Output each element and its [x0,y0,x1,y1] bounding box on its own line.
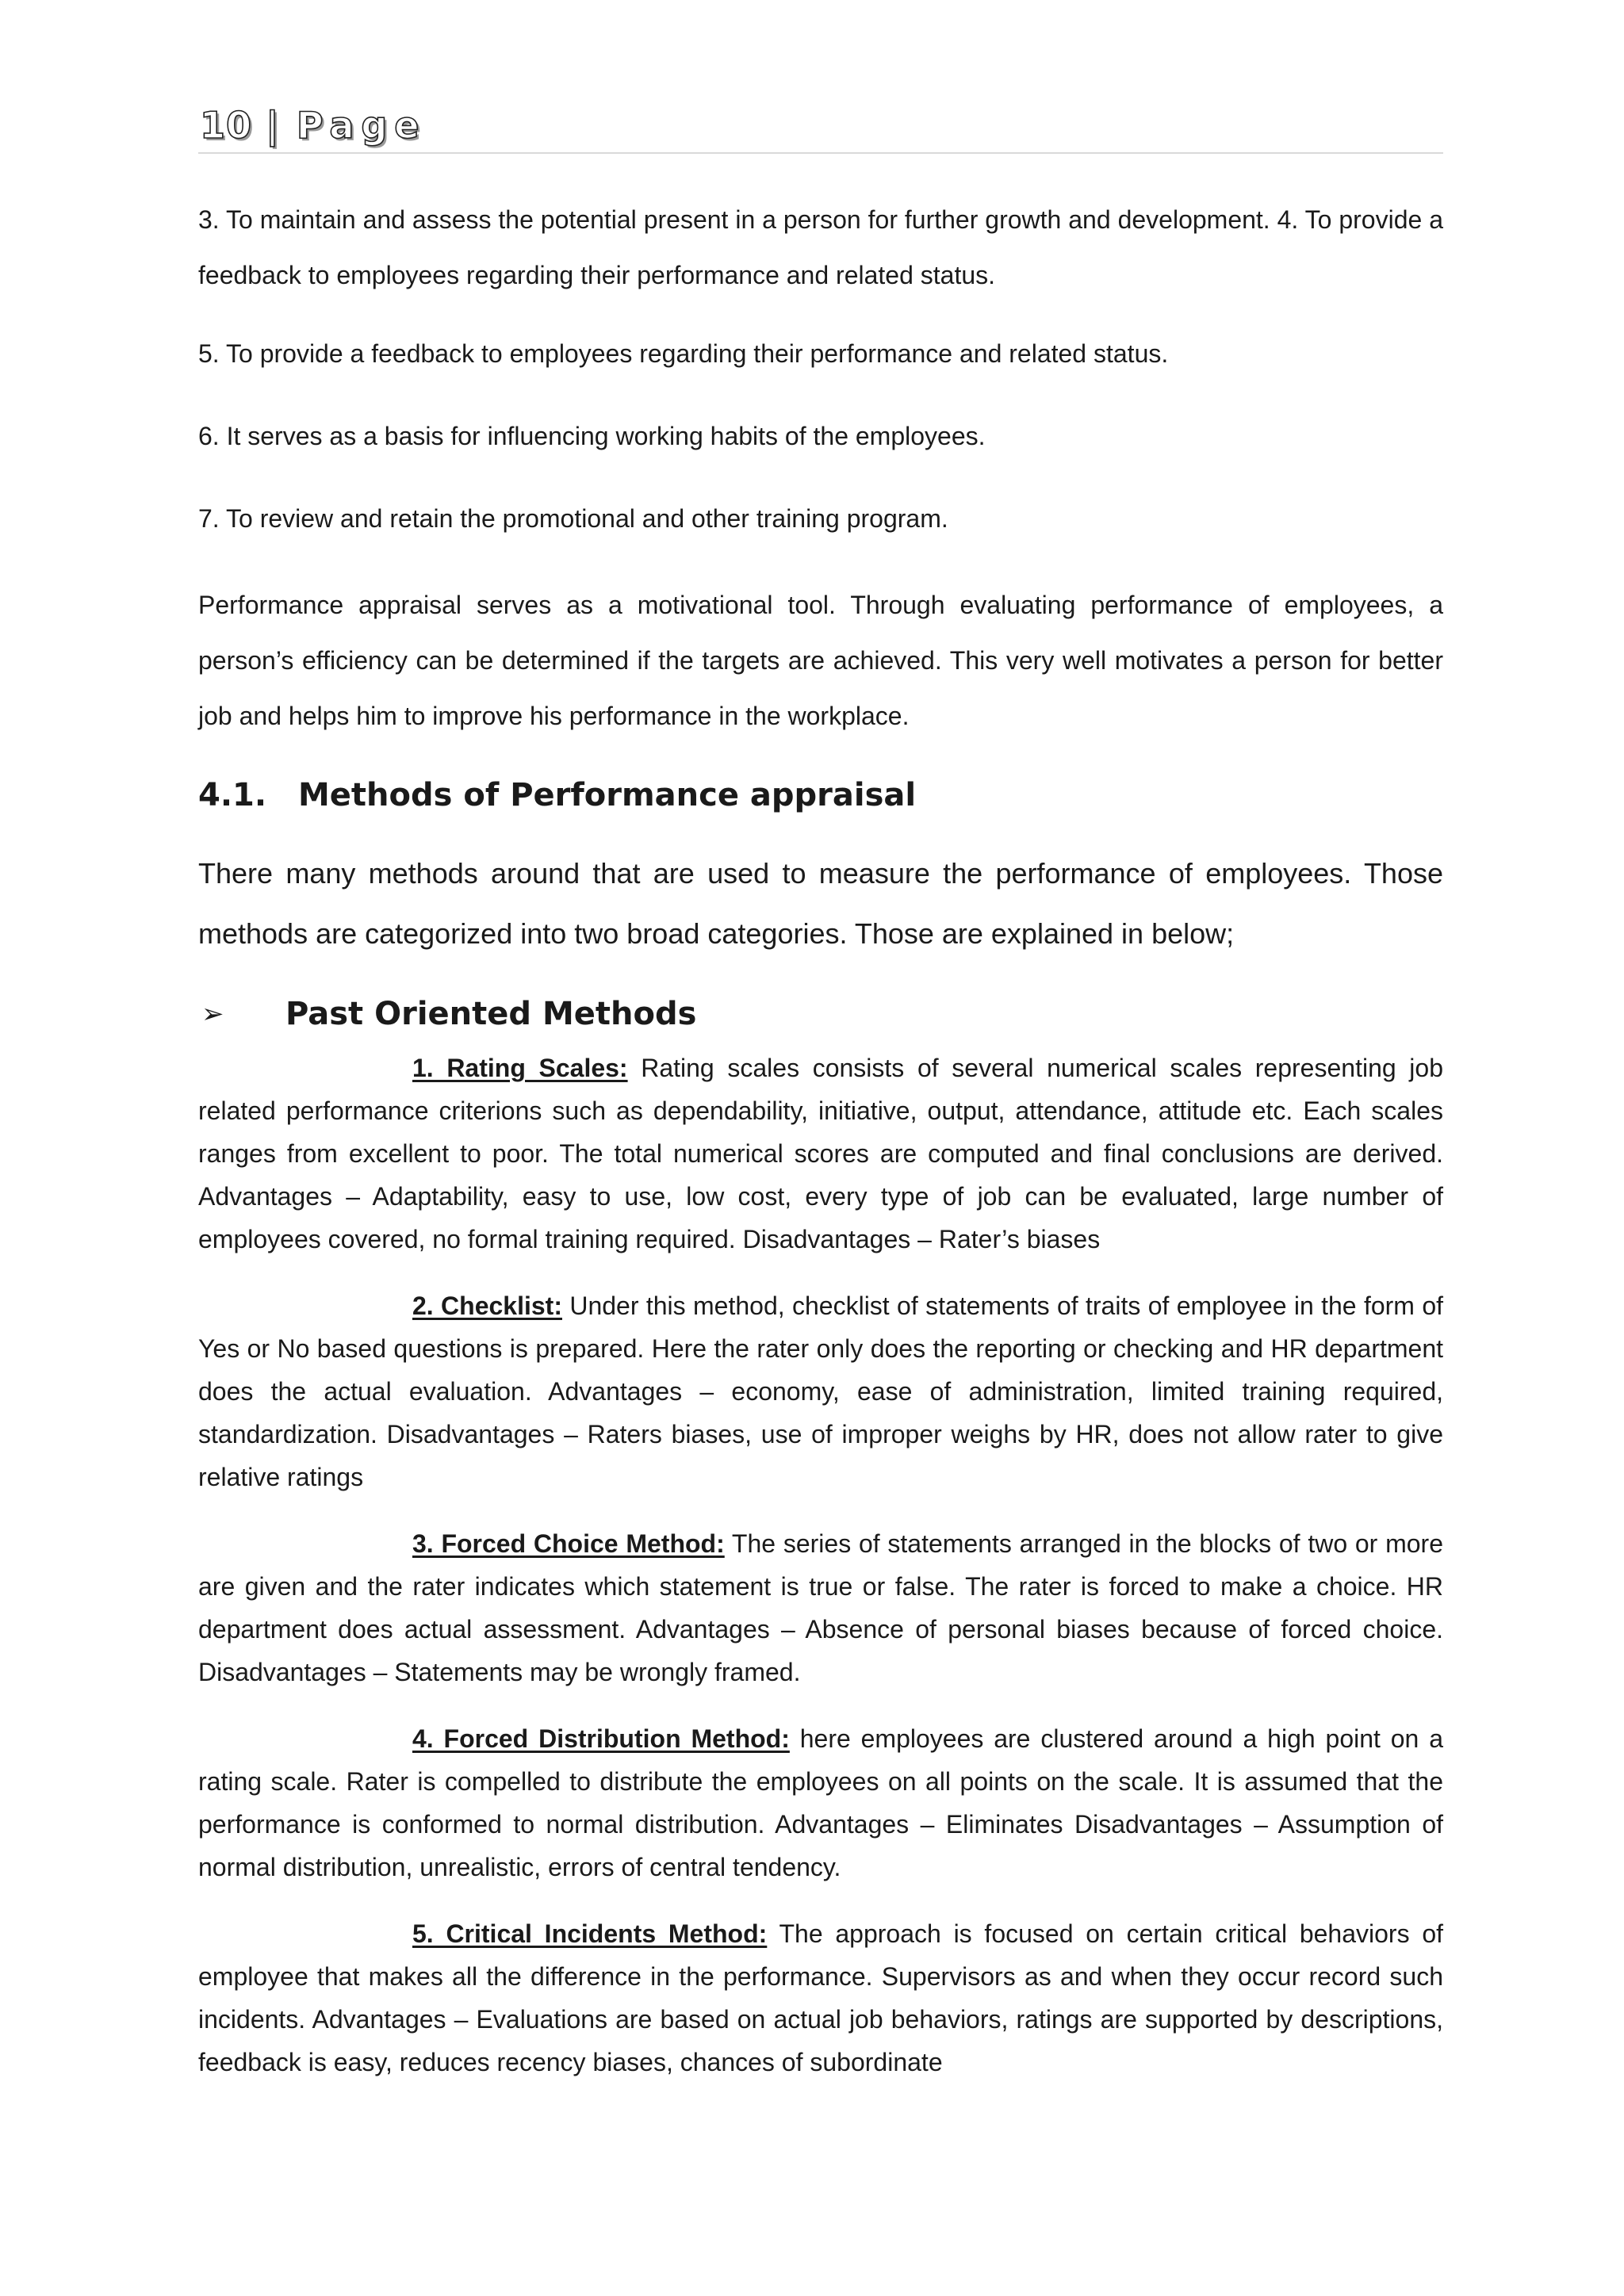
method-label: 3. Forced Choice Method: [412,1529,725,1558]
paragraph-motivation: Performance appraisal serves as a motivational tool. Through evaluating performance of employees, a person’s efficiency can be determined if the targets are achieved. This very well motivates a person for better job and helps him to improve his performance in the workplace. [198,591,1443,730]
section-heading [198,777,1443,813]
subsection-title: Past Oriented Methods [285,996,697,1032]
method-item [198,1047,1443,1261]
method-label: 1. Rating Scales: [412,1054,628,1082]
section-intro: There many methods around that are used to measure the performance of employees. Those methods are categorized into two broad categories. Those are explained in below; [198,857,1443,950]
method-label: 2. Checklist: [412,1292,562,1320]
paragraph-objective-3: 3. To maintain and assess the potential present in a person for further growth and development. 4. To provide a feedback to employees regarding their performance and related status. [198,205,1443,289]
method-text: The series of statements arranged in the blocks of two or more are given and the rater indicates which statement is true or false. The rater is forced to make a choice. HR department does actual assessment. Advantages – Absence of personal biases because of forced choice. Disadvantages – Statements may be wrongly framed. [198,1529,1444,1686]
page-number-label [200,103,427,147]
page-word: Page [296,104,427,147]
paragraph-objective-6: 6. It serves as a basis for influencing working habits of the employees. [198,422,986,450]
method-item [198,1912,1443,2084]
method-text: The approach is focused on certain critical behaviors of employee that makes all the difference in the performance. Supervisors as and when they occur record such incidents. Advantages – Evaluations are based on actual job behaviors, ratings are supported by descriptions, feedback is easy, reduces recency biases, chances of subordinate [198,1919,1444,2076]
method-label: 4. Forced Distribution Method: [412,1724,790,1753]
section-number: 4.1. [198,777,267,813]
method-item [198,1284,1443,1498]
page-separator: | [266,104,280,147]
method-text: Under this method, checklist of statements of traits of employee in the form of Yes or No based questions is prepared. Here the rater only does the reporting or checking and HR department does the actual evaluation. Advantages – economy, ease of administration, limited training required, standardization. Disadvantages – Raters biases, use of improper weighs by HR, does not allow rater to give relative ratings [198,1292,1444,1491]
page-header [198,103,1443,154]
paragraph-objective-7: 7. To review and retain the promotional and other training program. [198,504,948,533]
method-item [198,1717,1443,1888]
subsection-heading [198,996,1443,1032]
page-body [198,192,1443,2107]
page-number: 10 [200,104,253,147]
section-title: Methods of Performance appraisal [298,777,917,813]
method-text: here employees are clustered around a high point on a rating scale. Rater is compelled to distribute the employees on all points on the scale. It is assumed that the performance is conformed to normal distribution. Advantages – Eliminates Disadvantages – Assumption of normal distribution, unrealistic, errors of central tendency. [198,1724,1444,1881]
method-label: 5. Critical Incidents Method: [412,1919,768,1948]
paragraph-objective-5: 5. To provide a feedback to employees regarding their performance and related status. [198,339,1169,368]
arrow-bullet-icon: ➢ [201,998,224,1030]
method-item [198,1522,1443,1693]
method-text: Rating scales consists of several numerical scales representing job related performance criterions such as dependability, initiative, output, attendance, attitude etc. Each scales ranges from excellent to poor. The total numerical scores are computed and final conclusions are derived. Advantages – Adaptability, easy to use, low cost, every type of job can be evaluated, large number of employees covered, no formal training required. Disadvantages – Rater’s biases [198,1054,1444,1253]
